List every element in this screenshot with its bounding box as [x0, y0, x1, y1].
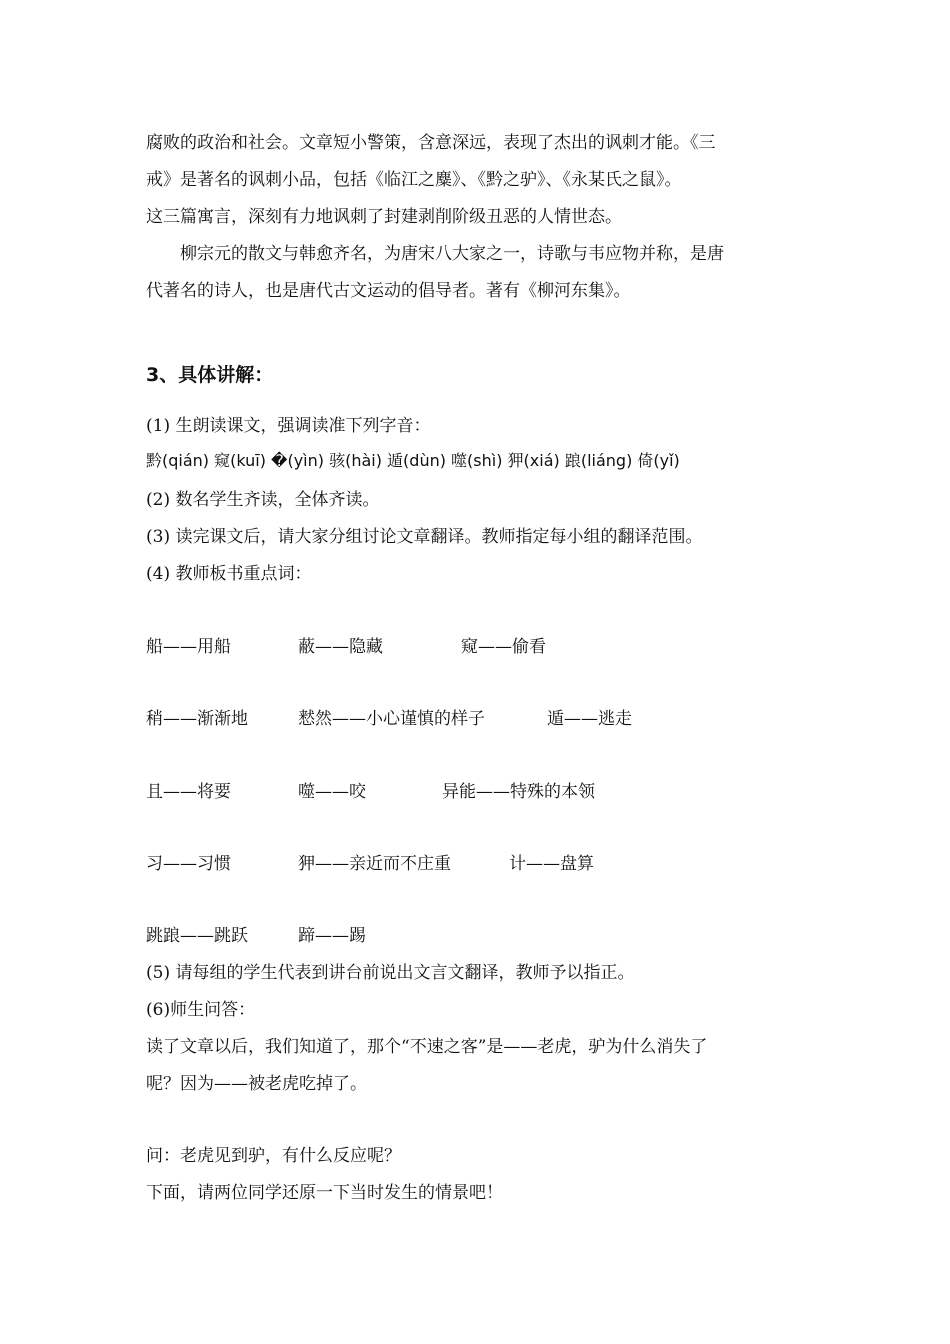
- step-5: (5) 请每组的学生代表到讲台前说出文言文翻译，教师予以指正。: [146, 963, 635, 983]
- vocab-item: 异能——特殊的本领: [442, 782, 595, 802]
- vocab-item: 习——习惯: [146, 854, 231, 874]
- step-3: (3) 读完课文后，请大家分组讨论文章翻译。教师指定每小组的翻译范围。: [146, 527, 703, 547]
- vocab-item: 跳踉——跳跃: [146, 926, 248, 946]
- vocab-item: 蹄——踢: [298, 926, 366, 946]
- vocab-item: 船——用船: [146, 637, 231, 657]
- vocab-item: 蔽——隐藏: [298, 637, 383, 657]
- vocab-item: 慭然——小心谨慎的样子: [298, 709, 485, 729]
- pinyin-line: 黔(qián) 窥(kuī) �(yìn) 骇(hài) 遁(dùn) 噬(shì) 狎(xiá) 踉(liáng) 倚(yǐ): [146, 451, 680, 470]
- qa-answer-line-1: 读了文章以后，我们知道了，那个“不速之客”是——老虎，驴为什么消失了: [146, 1037, 708, 1057]
- vocab-item: 狎——亲近而不庄重: [298, 854, 451, 874]
- vocab-item: 窥——偷看: [461, 637, 546, 657]
- vocab-item: 且——将要: [146, 782, 231, 802]
- vocab-item: 稍——渐渐地: [146, 709, 248, 729]
- intro-line-2: 戒》是著名的讽刺小品，包括《临江之麋》、《黔之驴》、《永某氏之鼠》。: [146, 170, 682, 190]
- intro-line-1: 腐败的政治和社会。文章短小警策，含意深远，表现了杰出的讽刺才能。《三: [146, 133, 716, 153]
- step-4: (4) 教师板书重点词：: [146, 564, 312, 584]
- vocab-item: 遁——逃走: [547, 709, 632, 729]
- step-2: (2) 数名学生齐读，全体齐读。: [146, 490, 380, 510]
- qa-next: 下面，请两位同学还原一下当时发生的情景吧！: [146, 1183, 503, 1203]
- intro-line-5: 代著名的诗人，也是唐代古文运动的倡导者。著有《柳河东集》。: [146, 281, 631, 301]
- vocab-item: 噬——咬: [298, 782, 366, 802]
- vocab-item: 计——盘算: [509, 854, 594, 874]
- qa-answer-line-2: 呢？因为——被老虎吃掉了。: [146, 1074, 367, 1094]
- intro-line-4: 柳宗元的散文与韩愈齐名，为唐宋八大家之一，诗歌与韦应物并称，是唐: [180, 244, 724, 264]
- section-heading: 3、具体讲解：: [146, 364, 274, 386]
- step-1: (1) 生朗读课文，强调读准下列字音：: [146, 416, 431, 436]
- step-6: (6)师生问答：: [146, 1000, 256, 1020]
- qa-question: 问：老虎见到驴，有什么反应呢？: [146, 1146, 401, 1166]
- intro-line-3: 这三篇寓言，深刻有力地讽刺了封建剥削阶级丑恶的人情世态。: [146, 207, 622, 227]
